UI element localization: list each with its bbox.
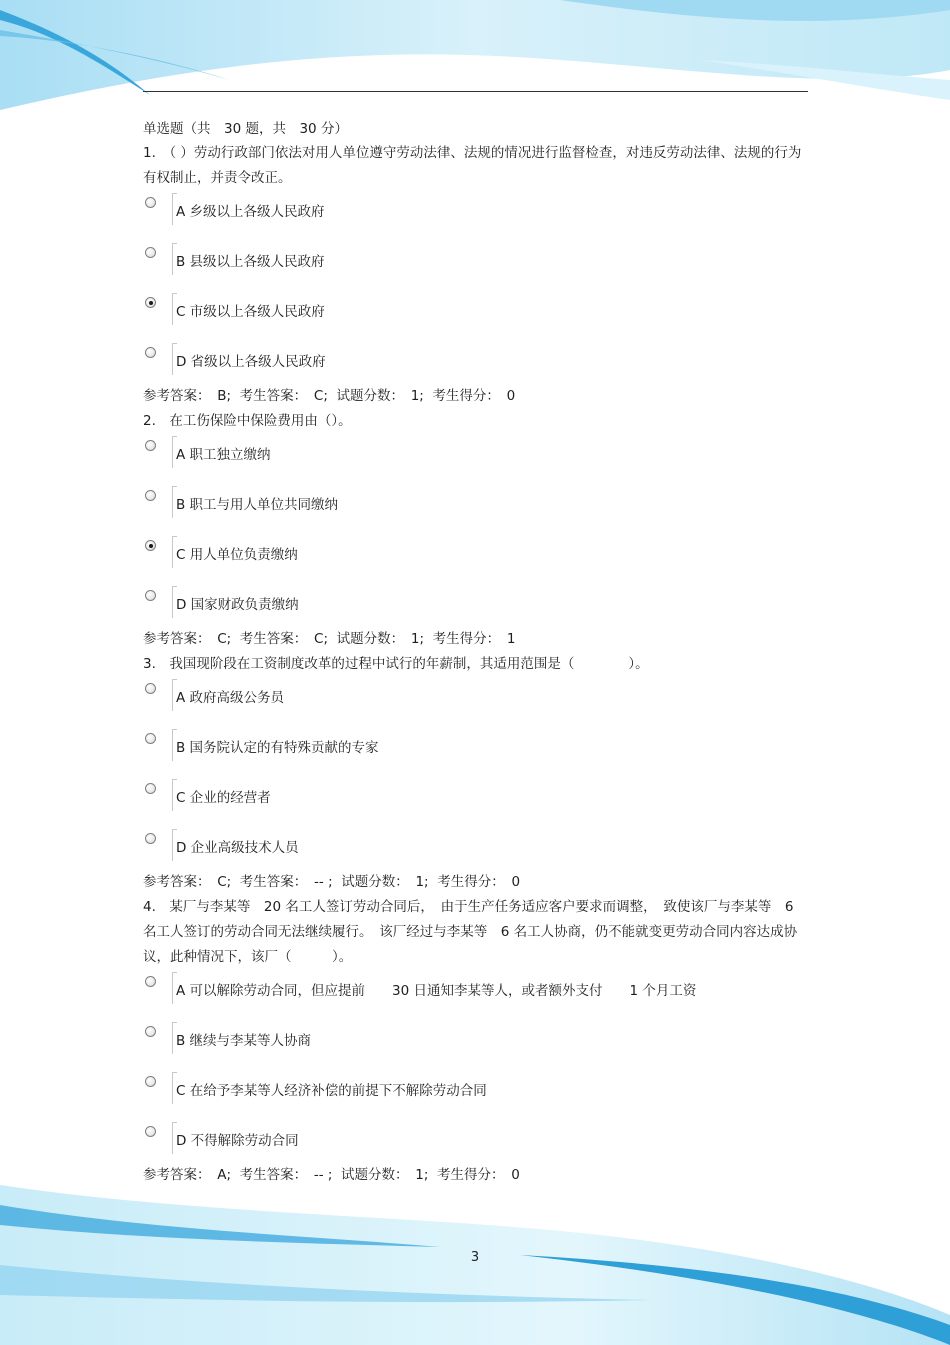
option-label: A 政府高级公务员 [176,690,285,706]
option-frame [172,536,175,568]
answer-option[interactable] [143,970,808,1020]
question-text: 1. （ ）劳动行政部门依法对用人单位遵守劳动法律、法规的情况进行监督检查，对违反劳动法律、法规的行为有权制止，并责令改正。 [143,145,802,186]
answer-option[interactable] [143,1120,808,1170]
option-frame [172,779,175,811]
option-label: A 可以解除劳动合同，但应提前 30 日通知李某等人，或者额外支付 1 个月工资 [176,983,697,999]
answer-option[interactable] [143,241,808,291]
option-label: B 继续与李某等人协商 [176,1033,312,1049]
option-label: D 不得解除劳动合同 [176,1133,299,1149]
answer-option[interactable] [143,534,808,584]
radio-unchecked-icon[interactable] [145,490,156,501]
answer-option[interactable] [143,291,808,341]
option-frame [172,1072,175,1104]
radio-unchecked-icon[interactable] [145,197,156,208]
option-frame [172,829,175,861]
answer-option[interactable] [143,1070,808,1120]
section-title: 单选题（共 30 题，共 30 分） [143,121,348,137]
option-label: D 企业高级技术人员 [176,840,299,856]
answer-option[interactable] [143,777,808,827]
option-label: C 市级以上各级人民政府 [176,304,325,320]
answer-summary: 参考答案： C; 考生答案： C; 试题分数： 1; 考生得分： 1 [143,631,516,647]
answer-option[interactable] [143,434,808,484]
answer-summary: 参考答案： C; 考生答案： -- ; 试题分数： 1; 考生得分： 0 [143,874,521,890]
option-label: B 职工与用人单位共同缴纳 [176,497,339,513]
option-frame [172,486,175,518]
answer-option[interactable] [143,484,808,534]
question-text: 3. 我国现阶段在工资制度改革的过程中试行的年薪制，其适用范围是（ ）。 [143,656,649,672]
question-block [143,652,808,894]
question-block [143,895,808,1187]
question-text: 2. 在工伤保险中保险费用由（）。 [143,413,352,429]
option-frame [172,972,175,1004]
radio-unchecked-icon[interactable] [145,1026,156,1037]
option-frame [172,586,175,618]
option-frame [172,436,175,468]
option-frame [172,729,175,761]
option-label: B 国务院认定的有特殊贡献的专家 [176,740,379,756]
option-frame [172,679,175,711]
answer-option[interactable] [143,727,808,777]
radio-unchecked-icon[interactable] [145,347,156,358]
radio-unchecked-icon[interactable] [145,783,156,794]
option-label: A 职工独立缴纳 [176,447,271,463]
answer-summary: 参考答案： B; 考生答案： C; 试题分数： 1; 考生得分： 0 [143,388,516,404]
answer-option[interactable] [143,827,808,877]
question-text: 4. 某厂与李某等 20 名工人签订劳动合同后， 由于生产任务适应客户要求而调整， 致使该厂与李某等 6 名工人签订的劳动合同无法继续履行。 该厂经过与李某等 6 名工人协商，仍不能就变更劳动合同内容达成协议，此种情况下，该厂（ ）。 [143,899,798,965]
radio-unchecked-icon[interactable] [145,733,156,744]
radio-unchecked-icon[interactable] [145,1126,156,1137]
radio-unchecked-icon[interactable] [145,683,156,694]
header-rule [143,91,808,92]
question-list [143,141,808,1187]
option-frame [172,293,175,325]
radio-unchecked-icon[interactable] [145,833,156,844]
answer-option[interactable] [143,341,808,391]
option-label: B 县级以上各级人民政府 [176,254,325,270]
answer-option[interactable] [143,677,808,727]
option-frame [172,343,175,375]
option-label: D 国家财政负责缴纳 [176,597,299,613]
option-frame [172,1122,175,1154]
radio-unchecked-icon[interactable] [145,1076,156,1087]
answer-option[interactable] [143,191,808,241]
option-frame [172,1022,175,1054]
option-frame [172,243,175,275]
radio-checked-icon[interactable] [145,540,156,551]
option-label: A 乡级以上各级人民政府 [176,204,325,220]
radio-unchecked-icon[interactable] [145,590,156,601]
option-label: C 企业的经营者 [176,790,271,806]
radio-unchecked-icon[interactable] [145,440,156,451]
answer-option[interactable] [143,1020,808,1070]
answer-summary: 参考答案： A; 考生答案： -- ; 试题分数： 1; 考生得分： 0 [143,1167,520,1183]
radio-checked-icon[interactable] [145,297,156,308]
radio-unchecked-icon[interactable] [145,247,156,258]
question-block [143,141,808,408]
question-block [143,409,808,651]
page-number: 3 [470,1250,480,1265]
option-label: C 用人单位负责缴纳 [176,547,298,563]
radio-unchecked-icon[interactable] [145,976,156,987]
answer-option[interactable] [143,584,808,634]
option-frame [172,193,175,225]
exam-content [143,118,808,1187]
option-label: C 在给予李某等人经济补偿的前提下不解除劳动合同 [176,1083,487,1099]
option-label: D 省级以上各级人民政府 [176,354,326,370]
